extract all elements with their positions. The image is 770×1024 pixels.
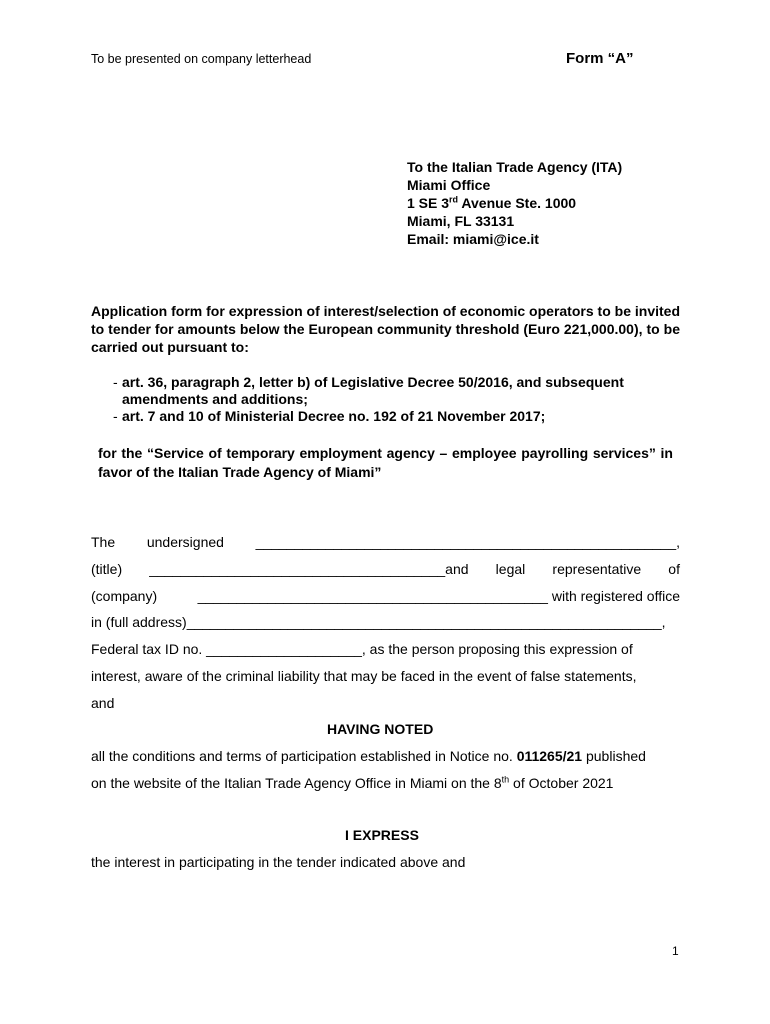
declaration-line: [91, 534, 680, 550]
declaration-line: [91, 588, 680, 604]
recipient-email: Email: miami@ice.it: [407, 231, 539, 247]
law-text: art. 36, paragraph 2, letter b) of Legislative Decree 50/2016, and subsequent amendments and additions;: [122, 374, 624, 407]
recipient-street: 1 SE 3: [407, 195, 450, 211]
notice-line: [91, 748, 646, 764]
declaration-text: and: [91, 695, 115, 711]
recipient-line: To the Italian Trade Agency (ITA): [407, 159, 623, 175]
recipient-address: [407, 158, 622, 248]
law-item: [91, 374, 681, 408]
list-dash: -: [113, 408, 118, 424]
notice-text: on the website of the Italian Trade Agency Office in Miami on the 8: [91, 775, 502, 791]
decl-word: representative: [552, 561, 642, 577]
decl-word: The: [91, 534, 116, 550]
notice-text: all the conditions and terms of participation established in Notice no.: [91, 748, 517, 764]
ordinal-suffix: th: [501, 774, 510, 785]
ordinal-suffix: rd: [449, 194, 459, 205]
title-blank[interactable]: ______________________________________and: [149, 561, 469, 577]
letterhead-note: To be presented on company letterhead: [91, 52, 312, 66]
express-text: the interest in participating in the tender indicated above and: [91, 854, 466, 870]
decl-word: undersigned: [146, 534, 224, 550]
decl-word: of: [668, 561, 680, 577]
notice-line: [91, 775, 613, 791]
recipient-street-rest: Avenue Ste. 1000: [458, 195, 577, 211]
company-blank[interactable]: _____________________________________________ with registered office: [197, 588, 680, 604]
notice-text: of October 2021: [509, 775, 614, 791]
address-blank-line[interactable]: in (full address)_____________________________________________________________,: [91, 614, 666, 630]
page-number: 1: [672, 944, 679, 958]
declaration-line: [91, 561, 680, 577]
tax-id-line[interactable]: Federal tax ID no. ____________________, as the person proposing this expression of: [91, 641, 633, 657]
recipient-line: [407, 194, 622, 212]
service-description: for the “Service of temporary employment agency – employee payrolling services” in favor of the Italian Trade Agency of Miami”: [98, 445, 673, 480]
list-dash: -: [113, 374, 118, 390]
law-list: [91, 374, 681, 425]
decl-word: (company): [91, 588, 158, 604]
express-heading: I EXPRESS: [345, 827, 419, 843]
recipient-line: Miami Office: [407, 177, 491, 193]
form-label: Form “A”: [566, 50, 634, 67]
law-text: art. 7 and 10 of Ministerial Decree no. 192 of 21 November 2017;: [122, 408, 546, 424]
having-noted-heading: HAVING NOTED: [327, 721, 434, 737]
notice-text: published: [582, 748, 646, 764]
law-item: [91, 408, 681, 425]
declaration-text: interest, aware of the criminal liability that may be faced in the event of false statements,: [91, 668, 637, 684]
notice-number: 011265/21: [516, 748, 583, 764]
decl-word: (title): [91, 561, 123, 577]
application-intro: Application form for expression of interest/selection of economic operators to be invited to tender for amounts below the European community threshold (Euro 221,000.00), to be carried out pursuant to:: [91, 303, 680, 355]
name-blank[interactable]: ______________________________________________________,: [255, 534, 680, 550]
decl-word: legal: [495, 561, 526, 577]
recipient-line: Miami, FL 33131: [407, 213, 515, 229]
